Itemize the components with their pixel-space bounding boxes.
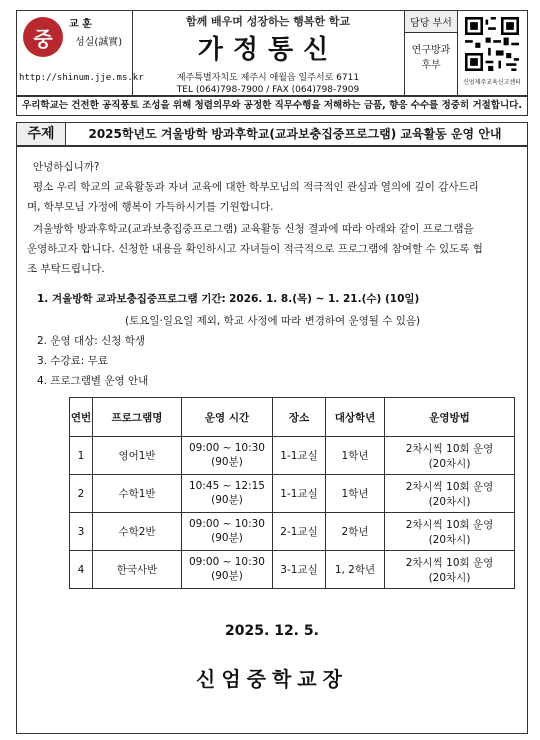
integrity-notice: 우리학교는 건전한 공직풍토 조성을 위해 청렴의무와 공정한 직무수행을 저해하는 금품, 향응 수수를 정중히 거절합니다. (16, 96, 528, 116)
cell-no: 4 (70, 551, 93, 589)
table-header-row (70, 398, 515, 437)
school-url[interactable]: http://shinum.jje.ms.kr (19, 73, 144, 83)
header-time: 운영 시간 (182, 398, 273, 437)
cell-time: 09:00 ~ 10:30 (90분) (182, 513, 273, 551)
principal-signature: 신엄중학교장 (196, 667, 348, 691)
cell-time: 10:45 ~ 12:15 (90분) (182, 475, 273, 513)
newsletter-header (16, 10, 528, 96)
cell-method: 2차시씩 10회 운영 (20차시) (385, 551, 515, 589)
school-logo: 중 (23, 17, 63, 57)
table-row (70, 475, 515, 513)
greeting: 안녕하십니까? (33, 161, 100, 173)
school-emblem-area (17, 11, 144, 95)
school-slogan: 함께 배우며 성장하는 행복한 학교 (185, 15, 351, 28)
department-value: 연구방과 후부 (411, 45, 451, 71)
header-no: 연번 (70, 398, 93, 437)
header-program: 프로그램명 (93, 398, 182, 437)
cell-program: 수학2반 (93, 513, 182, 551)
cell-program: 한국사반 (93, 551, 182, 589)
cell-grade: 1학년 (326, 475, 385, 513)
cell-place: 1-1교실 (273, 475, 326, 513)
cell-program: 영어1반 (93, 437, 182, 475)
motto-label: 교 훈 (69, 19, 92, 30)
cell-time: 09:00 ~ 10:30 (90분) (182, 551, 273, 589)
cell-method: 2차시씩 10회 운영 (20차시) (385, 513, 515, 551)
table-row (70, 551, 515, 589)
subject-title: 2025학년도 겨울방학 방과후학교(교과보충집중프로그램) 교육활동 운영 안내 (88, 127, 502, 141)
header-grade: 대상학년 (326, 398, 385, 437)
cell-grade: 2학년 (326, 513, 385, 551)
department-label: 담당 부서 (405, 11, 457, 33)
qr-code-icon[interactable] (465, 17, 519, 71)
title-area (133, 11, 403, 95)
cell-grade: 1, 2학년 (326, 551, 385, 589)
table-row (70, 513, 515, 551)
period-item: 1. 겨울방학 교과보충집중프로그램 기간: 2026. 1. 8.(목) ~ 1. 21.(수) (10일) (37, 293, 420, 305)
cell-place: 3-1교실 (273, 551, 326, 589)
school-phone: TEL (064)798-7900 / FAX (064)798-7909 (176, 85, 360, 95)
qr-caption: 신엄제주교육신고센터 (463, 79, 521, 86)
subject-label: 주제 (17, 123, 66, 145)
document-title: 가정통신 (197, 35, 339, 65)
cell-method: 2차시씩 10회 운영 (20차시) (385, 475, 515, 513)
cell-no: 1 (70, 437, 93, 475)
issue-date: 2025. 12. 5. (225, 623, 319, 639)
table-row (70, 437, 515, 475)
school-address: 제주특별자치도 제주시 애월읍 일주서로 6711 (176, 73, 360, 83)
program-table (69, 397, 515, 589)
cell-program: 수학1반 (93, 475, 182, 513)
letter-body (16, 146, 528, 734)
subject-bar (16, 122, 528, 146)
cell-place: 2-1교실 (273, 513, 326, 551)
fee-item: 3. 수강료: 무료 (37, 355, 108, 367)
period-note: (토요일·일요일 제외, 학교 사정에 따라 변경하여 운영될 수 있음) (125, 315, 421, 327)
paragraph-2: 겨울방학 방과후학교(교과보충집중프로그램) 교육활동 신청 결과에 따라 아래와 같이 프로그램을 운영하고자 합니다. 신청한 내용을 확인하시고 자녀들이 적극적으로 프로그램에 참여할 수 있도록 협 조 부탁드립니다. (27, 223, 483, 275)
motto-value: 성실(誠實) (75, 37, 123, 48)
cell-time: 09:00 ~ 10:30 (90분) (182, 437, 273, 475)
header-place: 장소 (273, 398, 326, 437)
program-guide-item: 4. 프로그램별 운영 안내 (37, 375, 149, 387)
paragraph-1: 평소 우리 학교의 교육활동과 자녀 교육에 대한 학부모님의 적극적인 관심과 열의에 깊이 감사드리 며, 학부모님 가정에 행복이 가득하시기를 기원합니다. (27, 181, 479, 213)
department-box (404, 11, 458, 95)
header-method: 운영방법 (385, 398, 515, 437)
cell-no: 3 (70, 513, 93, 551)
cell-grade: 1학년 (326, 437, 385, 475)
qr-area (457, 11, 527, 95)
target-item: 2. 운영 대상: 신청 학생 (37, 335, 146, 347)
cell-place: 1-1교실 (273, 437, 326, 475)
cell-method: 2차시씩 10회 운영 (20차시) (385, 437, 515, 475)
cell-no: 2 (70, 475, 93, 513)
